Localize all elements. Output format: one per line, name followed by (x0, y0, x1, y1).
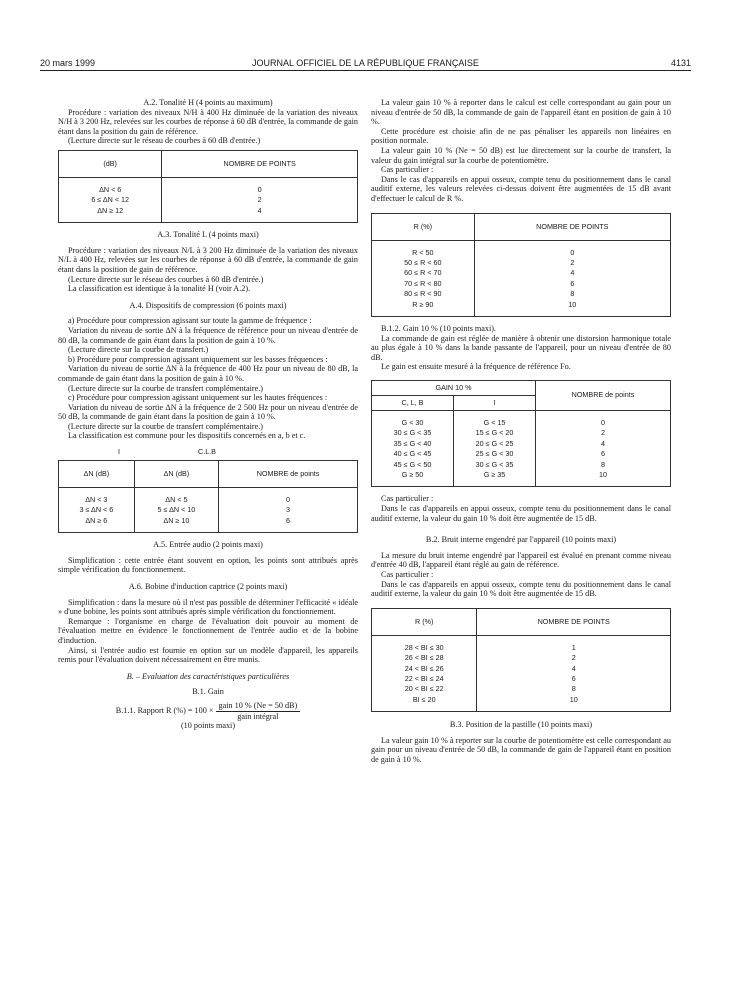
table-cell: 0 (286, 495, 291, 505)
table-cell: R ≥ 90 (412, 299, 434, 309)
paragraph: La classification est commune pour les dispositifs concernés en a, b et c. (68, 431, 306, 441)
table-cell: 10 (599, 469, 607, 479)
section-b3-title: B.3. Position de la pastille (10 points maxi) (449, 720, 593, 730)
table-cell: 6 (570, 278, 575, 288)
table-cell: 4 (571, 663, 576, 673)
paragraph: Variation du niveau de sortie ΔN à la fréquence de référence pour un niveau d'entrée de 80 dB, la commande de gain étant dans la position de gain à 10 %. (58, 325, 358, 345)
paragraph: (Lecture directe sur la courbe de transfert complémentaire.) (68, 383, 264, 393)
table-cell: 8 (571, 684, 576, 694)
section-b1-title: B.1. Gain (192, 687, 224, 697)
table-cell: ΔN < 6 (99, 184, 122, 194)
table-header: I (454, 395, 536, 410)
paragraph: Dans le cas d'appareils en appui osseux, compte tenu du positionnement dans le canal auditif externe, la valeur du gain 10 % doit être augmentée de 15 dB. (371, 503, 671, 523)
table-col-points (162, 177, 358, 222)
paragraph: La valeur gain 10 % (Ne = 50 dB) est lue directement sur la courbe de transfert, la valeur du gain intégral sur la courbe de potentiomètre. (371, 145, 671, 165)
section-a5-title: A.5. Entrée audio (2 points maxi) (153, 540, 263, 550)
paragraph: c) Procédure pour compression agissant uniquement sur les hautes fréquences : (68, 393, 328, 403)
table-cell: 45 ≤ G < 50 (393, 459, 432, 469)
table-header: C, L, B (372, 395, 454, 410)
table-cell: ΔN ≥ 12 (97, 205, 124, 215)
caption-i: I (118, 447, 120, 457)
table-cell: 24 < BI ≤ 26 (404, 663, 444, 673)
paragraph: Simplification : cette entrée étant souvent en option, les points sont attribués après simple vérification du fonctionnement. (58, 555, 358, 575)
paragraph: b) Procédure pour compression agissant uniquement sur les basses fréquences : (68, 354, 328, 364)
formula-rapport-r (58, 701, 358, 721)
table-cell: 4 (570, 268, 575, 278)
section-a6-title: A.6. Bobine d'induction captrice (2 points maxi) (128, 582, 288, 592)
table-cell: 0 (570, 247, 575, 257)
table-cell: 70 ≤ R < 80 (404, 278, 442, 288)
table-col-points (536, 410, 671, 486)
paragraph: Cette procédure est choisie afin de ne pas pénaliser les appareils non linéaires en position normale. (371, 126, 671, 146)
paragraph: Simplification : dans la mesure où il n'est pas possible de déterminer l'efficacité « idéale » d'une bobine, les points sont attribués après simple vérification du fonctionnement. (58, 597, 358, 617)
table-cell: BI ≤ 20 (412, 694, 436, 704)
paragraph: Dans le cas d'appareils en appui osseux, compte tenu du positionnement dans le canal auditif externe, la valeur du gain 10 % doit être augmentée de 15 dB. (371, 579, 671, 599)
table-cell: 10 (568, 299, 577, 309)
table-cell: G < 15 (483, 417, 506, 427)
paragraph: Ainsi, si l'entrée audio est fournie en option sur un modèle d'appareil, les appareils remis pour l'évaluation doivent nécessairement en être munis. (58, 645, 358, 665)
paragraph: Cas particulier : (381, 494, 434, 504)
table-col-clb (134, 488, 218, 533)
table-cell: 20 < BI ≤ 22 (404, 684, 444, 694)
table-cell: 6 (601, 449, 605, 459)
table-cell: 4 (257, 205, 262, 215)
table-cell: 40 ≤ G < 45 (393, 449, 432, 459)
paragraph: Variation du niveau de sortie ΔN à la fréquence de 400 Hz pour un niveau de 80 dB, la commande de gain étant dans la position de gain à 10 %. (58, 364, 358, 383)
table-header: ΔN (dB) (134, 461, 218, 488)
table-col-points (474, 240, 670, 316)
paragraph: Procédure : variation des niveaux N/H à 400 Hz diminuée de la variation des niveaux N/H à 3 200 Hz, relevées sur les courbes de réponse à 60 dB d'entrée, la commande de gain étant dans la position du gain de référence. (58, 107, 358, 136)
paragraph: Cas particulier : (381, 165, 434, 175)
table-cell: 25 ≤ G < 30 (475, 449, 514, 459)
table-cell: 30 ≤ G < 35 (475, 459, 514, 469)
table-header: NOMBRE de points (219, 461, 358, 488)
table-col-clb (372, 410, 454, 486)
table-cell: ΔN ≥ 6 (85, 515, 108, 525)
table-header: ΔN (dB) (59, 461, 135, 488)
table-cell: 6 (286, 515, 291, 525)
table-header: R (%) (372, 213, 475, 240)
table-header-gain: GAIN 10 % (372, 380, 536, 395)
table-rapport-r (371, 213, 671, 317)
table-cell: 10 (569, 694, 578, 704)
formula-prefix: B.1.1. Rapport R (%) = 100 × (115, 705, 214, 715)
table-cell: 8 (601, 459, 605, 469)
paragraph: (Lecture directe sur le réseau de courbes à 60 dB d'entrée.) (68, 136, 261, 146)
table-cell: ΔN < 3 (85, 495, 108, 505)
table-cell: R < 50 (412, 247, 434, 257)
table-cell: 0 (257, 184, 262, 194)
table-col-points (219, 488, 358, 533)
table-gain-10 (371, 380, 671, 487)
paragraph: (Lecture directe sur le réseau des courbes à 60 dB d'entrée.) (68, 274, 264, 284)
table-compression-caption (58, 447, 358, 459)
table-cell: 6 ≤ ΔN < 12 (91, 195, 130, 205)
paragraph: Procédure : variation des niveaux N/L à 3 200 Hz diminuée de la variation des niveaux N/L à 400 Hz, relevées sur les courbes de réponse à 60 dB d'entrée, la commande de gain étant dans la position de gain de référence. (58, 245, 358, 274)
formula-denominator: gain intégral (237, 711, 279, 721)
table-cell: 2 (570, 257, 575, 267)
table-cell: 60 ≤ R < 70 (404, 268, 442, 278)
header-date: 20 mars 1999 (40, 58, 96, 68)
table-cell: G < 30 (401, 417, 424, 427)
page-header (40, 58, 691, 70)
table-cell: 3 ≤ ΔN < 6 (79, 505, 114, 515)
table-col-i (454, 410, 536, 486)
table-header: R (%) (372, 608, 477, 635)
paragraph: Dans le cas d'appareils en appui osseux, compte tenu du positionnement dans le canal auditif externe, les valeurs relevées ci-dessus doivent être augmentées de 15 dB avant d'effectuer le calcul de R %. (371, 174, 671, 203)
paragraph: La valeur gain 10 % à reporter sur la courbe de potentiomètre est celle correspondant au gain pour un niveau d'entrée de 50 dB, la commande de gain de l'appareil étant en position de gain à 10 %. (371, 735, 671, 764)
paragraph: Cas particulier : (381, 569, 434, 579)
header-rule (40, 70, 691, 71)
table-cell: 8 (570, 289, 575, 299)
section-a4-title: A.4. Dispositifs de compression (6 points maxi) (129, 300, 287, 310)
section-b2-title: B.2. Bruit interne engendré par l'appareil (10 points maxi) (425, 535, 617, 545)
table-cell: G ≥ 50 (401, 469, 424, 479)
table-cell: 35 ≤ G < 40 (393, 438, 432, 448)
table-cell: ΔN < 5 (165, 495, 188, 505)
table-header: (dB) (59, 150, 162, 177)
section-b12-title: B.1.2. Gain 10 % (10 points maxi). (381, 323, 497, 333)
paragraph: a) Procédure pour compression agissant sur toute la gamme de fréquence : (68, 316, 312, 326)
paragraph: La classification est identique à la tonalité H (voir A.2). (68, 284, 251, 294)
section-b-title: B. – Evaluation des caractéristiques particulières (126, 671, 290, 681)
table-cell: 30 ≤ G < 35 (393, 428, 432, 438)
table-header: NOMBRE DE POINTS (162, 150, 358, 177)
table-header: NOMBRE de points (536, 380, 671, 410)
table-cell: 26 < BI ≤ 28 (404, 653, 444, 663)
header-page-number: 4131 (670, 58, 691, 68)
table-col-range (372, 635, 477, 711)
header-journal-title: JOURNAL OFFICIEL DE LA RÉPUBLIQUE FRANÇAISE (252, 58, 479, 68)
left-column (58, 98, 358, 731)
section-a2-title: A.2. Tonalité H (4 points au maximum) (143, 98, 273, 107)
table-cell: 5 ≤ ΔN < 10 (157, 505, 196, 515)
table-cell: 3 (286, 505, 291, 515)
table-col-range (372, 240, 475, 316)
formula-numerator: gain 10 % (Ne = 50 dB) (216, 701, 301, 712)
table-cell: 80 ≤ R < 90 (404, 289, 442, 299)
table-cell: 2 (571, 653, 576, 663)
right-column (371, 98, 671, 765)
paragraph: La valeur gain 10 % à reporter dans le calcul est celle correspondant au gain pour un niveau d'entrée de 50 dB, la commande de gain de l'appareil étant en position de gain à 10 %. (371, 98, 671, 127)
table-col-points (477, 635, 671, 711)
table-tonalite-h (58, 150, 358, 223)
table-col-range (59, 177, 162, 222)
table-cell: 20 ≤ G < 25 (475, 438, 514, 448)
table-cell: 2 (601, 428, 605, 438)
table-header: NOMBRE DE POINTS (477, 608, 671, 635)
table-cell: 22 < BI ≤ 24 (404, 673, 444, 683)
table-cell: ΔN ≥ 10 (163, 515, 190, 525)
formula-fraction (216, 701, 301, 721)
paragraph: (Lecture directe sur la courbe de transfert complémentaire.) (68, 421, 264, 431)
paragraph: (Lecture directe sur la courbe de transfert.) (68, 345, 209, 355)
table-bruit-interne (371, 608, 671, 712)
section-a3-title: A.3. Tonalité L (4 points maxi) (157, 230, 259, 240)
table-cell: 28 < BI ≤ 30 (404, 642, 444, 652)
paragraph: Le gain est ensuite mesuré à la fréquence de référence Fo. (381, 362, 571, 372)
paragraph: Variation du niveau de sortie ΔN à la fréquence de 2 500 Hz pour un niveau d'entrée de 50 dB, la commande de gain étant dans la position de gain à 10 %. (58, 402, 358, 422)
table-cell: 4 (601, 438, 605, 448)
table-cell: G ≥ 35 (483, 469, 506, 479)
paragraph: La mesure du bruit interne engendré par l'appareil est évalué en prenant comme niveau d'entrée 40 dB, l'appareil étant réglé au gain de référence. (371, 550, 671, 570)
table-cell: 0 (601, 417, 605, 427)
table-cell: 2 (257, 195, 262, 205)
table-cell: 6 (571, 673, 576, 683)
table-cell: 50 ≤ R < 60 (404, 257, 442, 267)
table-cell: 1 (571, 642, 576, 652)
paragraph: La commande de gain est réglée de manière à obtenir une distorsion harmonique totale au plus égale à 10 % dans la bande passante de l'appareil, pour un niveau d'entrée de 80 dB. (371, 333, 671, 362)
table-compression (58, 460, 358, 533)
table-header: NOMBRE DE POINTS (474, 213, 670, 240)
table-col-i (59, 488, 135, 533)
paragraph: Remarque : l'organisme en charge de l'évaluation doit pouvoir au moment de l'évaluation mettre en évidence le fonctionnement de l'entrée audio et de la bobine d'induction. (58, 616, 358, 646)
table-cell: 15 ≤ G < 20 (475, 428, 514, 438)
caption-clb: C.L.B (198, 447, 216, 457)
formula-points: (10 points maxi) (180, 721, 236, 731)
